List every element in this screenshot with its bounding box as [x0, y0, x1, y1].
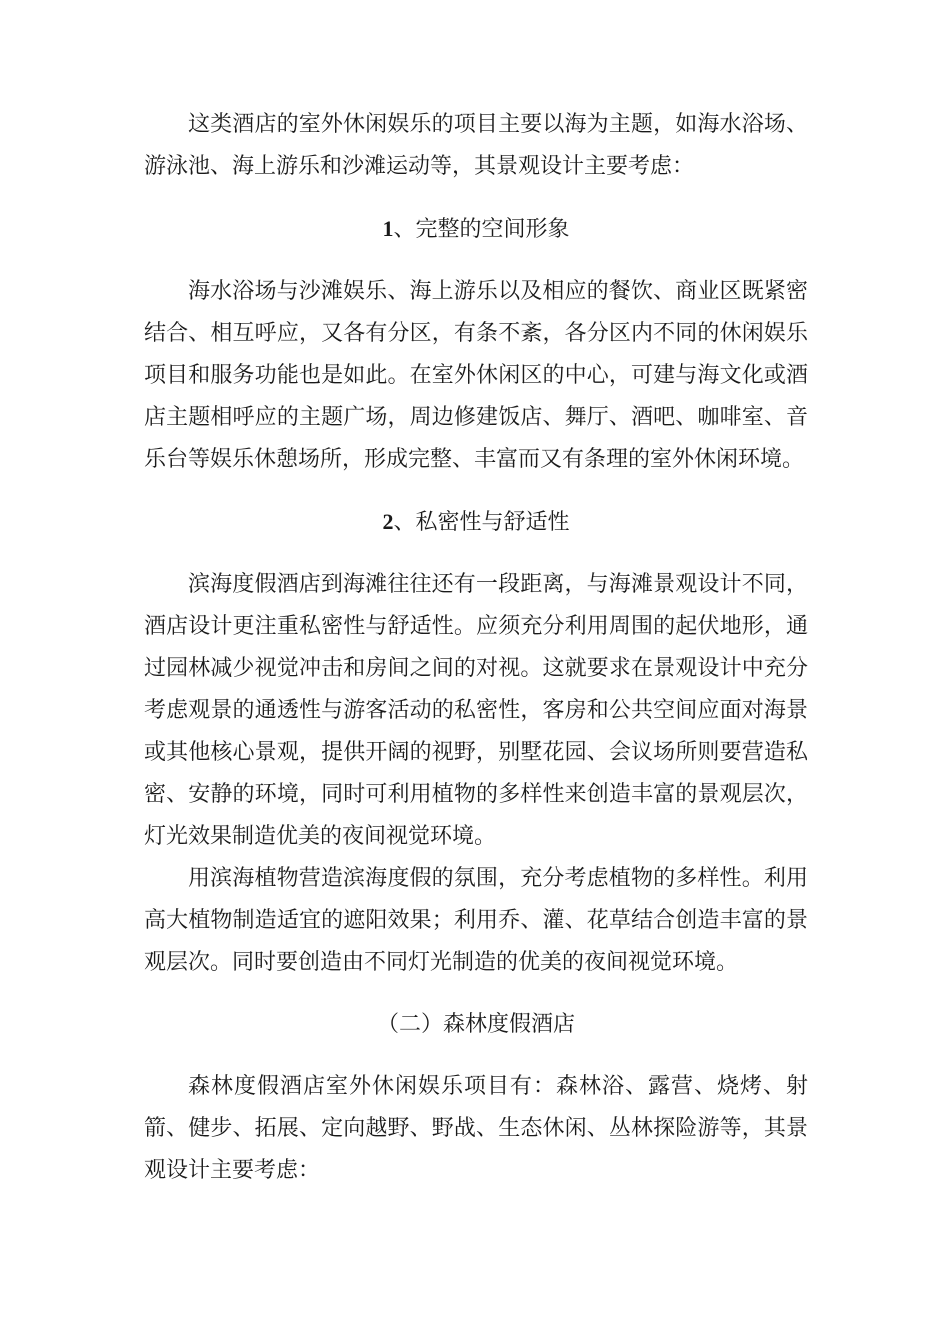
paragraph-intro: 这类酒店的室外休闲娱乐的项目主要以海为主题，如海水浴场、游泳池、海上游乐和沙滩运动等，其景观设计主要考虑：: [144, 112, 808, 179]
section-heading-1-text: 、完整的空间形象: [393, 217, 570, 242]
document-body: [144, 104, 808, 1192]
section-heading-1: [144, 208, 808, 251]
section-heading-2-number: 2: [382, 509, 394, 534]
paragraph-privacy: 滨海度假酒店到海滩往往还有一段距离，与海滩景观设计不同，酒店设计更注重私密性与舒适性。应须充分利用周围的起伏地形，通过园林减少视觉冲击和房间之间的对视。这就要求在景观设计中充分考虑观景的通透性与游客活动的私密性，客房和公共空间应面对海景或其他核心景观，提供开阔的视野，别墅花园、会议场所则要营造私密、安静的环境，同时可利用植物的多样性来创造丰富的景观层次，灯光效果制造优美的夜间视觉环境。: [144, 572, 808, 849]
paragraph-space: 海水浴场与沙滩娱乐、海上游乐以及相应的餐饮、商业区既紧密结合、相互呼应，又各有分区，有条不紊，各分区内不同的休闲娱乐项目和服务功能也是如此。在室外休闲区的中心，可建与海文化或酒店主题相呼应的主题广场，周边修建饭店、舞厅、酒吧、咖啡室、音乐台等娱乐休憩场所，形成完整、丰富而又有条理的室外休闲环境。: [144, 279, 808, 472]
paragraph-plants: 用滨海植物营造滨海度假的氛围，充分考虑植物的多样性。利用高大植物制造适宜的遮阳效果；利用乔、灌、花草结合创造丰富的景观层次。同时要创造由不同灯光制造的优美的夜间视觉环境。: [144, 866, 808, 975]
section-heading-2: [144, 501, 808, 544]
section-heading-3: （二）森林度假酒店: [376, 1012, 575, 1037]
paragraph-forest: 森林度假酒店室外休闲娱乐项目有：森林浴、露营、烧烤、射箭、健步、拓展、定向越野、野战、生态休闲、丛林探险游等，其景观设计主要考虑：: [144, 1074, 808, 1183]
section-heading-2-text: 、私密性与舒适性: [393, 510, 570, 535]
section-heading-1-number: 1: [382, 216, 394, 241]
